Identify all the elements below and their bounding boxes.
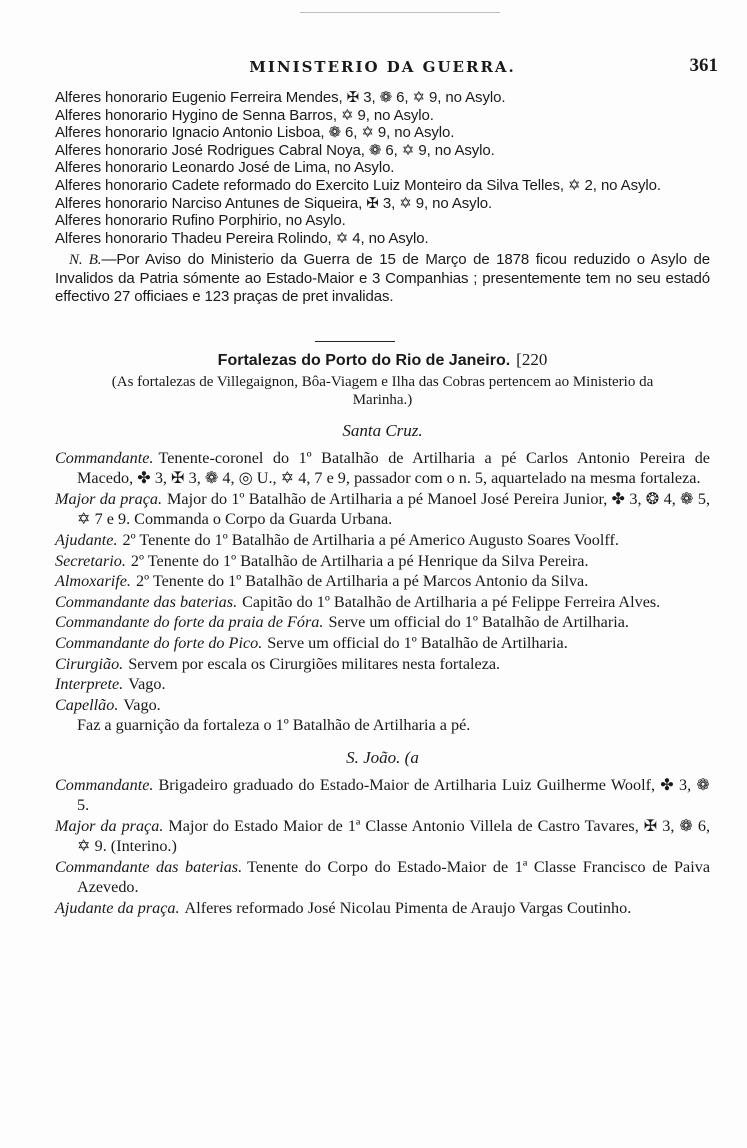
list-item: Alferes honorario Thadeu Pereira Rolindo, ✡ 4, no Asylo. <box>55 229 429 247</box>
staff-text: Serve um official do 1º Batalhão de Artilharia. <box>328 613 629 632</box>
staff-entry <box>55 775 710 816</box>
staff-role: Commandante das baterias. <box>55 857 243 876</box>
fortresses-section <box>55 350 710 919</box>
staff-text: Tenente do Corpo do Estado-Maior de 1ª Classe Francisco de Paiva Azevedo. <box>77 857 711 897</box>
staff-text: Vago. <box>123 695 161 714</box>
staff-text: Capitão do 1º Batalhão de Artilharia a pé Felippe Ferreira Alves. <box>242 592 661 611</box>
staff-entry <box>55 448 710 489</box>
staff-entry <box>55 633 710 654</box>
staff-text: 2º Tenente do 1º Batalhão de Artilharia a pé Americo Augusto Soares Voolff. <box>122 530 619 549</box>
staff-role: Major da praça. <box>55 816 164 835</box>
list-item: Alferes honorario José Rodrigues Cabral Noya, ❁ 6, ✡ 9, no Asylo. <box>55 141 495 159</box>
staff-text: Vago. <box>128 675 166 694</box>
staff-role: Major da praça. <box>55 489 163 508</box>
staff-role: Interprete. <box>55 675 124 694</box>
staff-role: Commandante do forte da praia de Fóra. <box>55 613 324 632</box>
staff-entry <box>55 857 710 898</box>
list-item: Alferes honorario Ignacio Antonio Lisboa, ❁ 6, ✡ 9, no Asylo. <box>55 124 455 142</box>
list-item: Alferes honorario Narciso Antunes de Siqueira, ✠ 3, ✡ 9, no Asylo. <box>55 194 493 212</box>
nota-bene <box>55 251 710 305</box>
staff-entry <box>55 674 710 695</box>
list-item: Alferes honorario Cadete reformado do Exercito Luiz Monteiro da Silva Telles, ✡ 2, no Asylo. <box>55 176 661 194</box>
staff-role: Commandante. <box>55 775 154 794</box>
running-title: MINISTERIO DA GUERRA. <box>249 58 516 76</box>
staff-entry <box>55 654 710 675</box>
nb-text: —Por Aviso do Ministerio da Guerra de 15 de Março de 1878 ficou reduzido o Asylo de Invalidos da Patria sómente ao Estado-Maior e 3 Companhias ; presentemente tem no seu estadó effectivo 27 officiaes e 123 praças de pret invalidas. <box>55 251 710 305</box>
staff-entry <box>55 571 710 592</box>
list-item: Alferes honorario Leonardo José de Lima, no Asylo. <box>55 159 395 177</box>
staff-text: Serve um official do 1º Batalhão de Artilharia. <box>267 633 568 652</box>
fort-santa-cruz <box>55 421 710 736</box>
nb-label: N. B. <box>69 252 102 269</box>
staff-entry <box>55 530 710 551</box>
staff-text: Major do Estado Maior de 1ª Classe Antonio Villela de Castro Tavares, ✠ 3, ❁ 6, ✡ 9. (Interino.) <box>77 816 710 856</box>
scan-edge-line <box>300 12 500 13</box>
fort-name: S. João. (a <box>346 747 419 767</box>
staff-entry <box>55 816 710 857</box>
fort-name: Santa Cruz. <box>342 421 423 440</box>
section-note: (As fortalezas de Villegaignon, Bôa-Viagem e Ilha das Cobras pertencem ao Ministerio da Marinha.) <box>111 374 654 408</box>
staff-text: Tenente-coronel do 1º Batalhão de Artilharia a pé Carlos Antonio Pereira de Macedo, ✤ 3, ✠ 3, ❁ 4, ◎ U., ✡ 4, 7 e 9, passador com o n. 5, aquartelado na mesma fortaleza. <box>77 448 710 488</box>
fort-sao-joao <box>55 748 710 919</box>
staff-role: Ajudante da praça. <box>55 899 180 918</box>
section-ref: [220 <box>516 350 548 369</box>
staff-role: Secretario. <box>55 551 126 570</box>
list-item: Alferes honorario Hygino de Senna Barros, ✡ 9, no Asylo. <box>55 106 434 124</box>
staff-role: Ajudante. <box>55 530 118 549</box>
staff-role: Commandante do forte do Pico. <box>55 633 263 652</box>
staff-text: 2º Tenente do 1º Batalhão de Artilharia a pé Marcos Antonio da Silva. <box>135 572 589 591</box>
staff-entry <box>55 592 710 613</box>
list-item: Alferes honorario Rufino Porphirio, no Asylo. <box>55 212 346 230</box>
staff-entry <box>55 551 710 572</box>
staff-text: Major do 1º Batalhão de Artilharia a pé Manoel José Pereira Junior, ✤ 3, ❂ 4, ❁ 5, ✡ 7 e 9. Commanda o Corpo da Guarda Urbana. <box>77 489 711 529</box>
staff-entry <box>55 612 710 633</box>
staff-role: Cirurgião. <box>55 654 124 673</box>
staff-text: Servem por escala os Cirurgiões militares nesta fortaleza. <box>128 654 501 673</box>
list-item: Alferes honorario Eugenio Ferreira Mendes, ✠ 3, ❁ 6, ✡ 9, no Asylo. <box>55 89 506 106</box>
section-divider <box>315 341 395 342</box>
page-number: 361 <box>689 55 718 76</box>
staff-role: Commandante das baterias. <box>55 592 238 611</box>
honorary-list <box>55 89 710 305</box>
staff-role: Almoxarife. <box>55 572 131 591</box>
staff-entry <box>55 898 710 919</box>
page-header <box>55 55 718 82</box>
staff-text: Alferes reformado José Nicolau Pimenta de Araujo Vargas Coutinho. <box>184 899 632 918</box>
staff-text: Brigadeiro graduado do Estado-Maior de Artilharia Luiz Guilherme Woolf, ✤ 3, ❁ 5. <box>77 775 710 815</box>
section-title <box>55 350 710 370</box>
fort-closing: Faz a guarnição da fortaleza o 1º Batalhão de Artilharia a pé. <box>77 716 471 735</box>
staff-entry <box>55 695 710 716</box>
staff-entry <box>55 489 710 530</box>
staff-role: Capellão. <box>55 695 119 714</box>
staff-text: 2º Tenente do 1º Batalhão de Artilharia a pé Henrique da Silva Pereira. <box>130 551 589 570</box>
section-title-text: Fortalezas do Porto do Rio de Janeiro. <box>217 352 511 369</box>
staff-role: Commandante. <box>55 448 154 467</box>
